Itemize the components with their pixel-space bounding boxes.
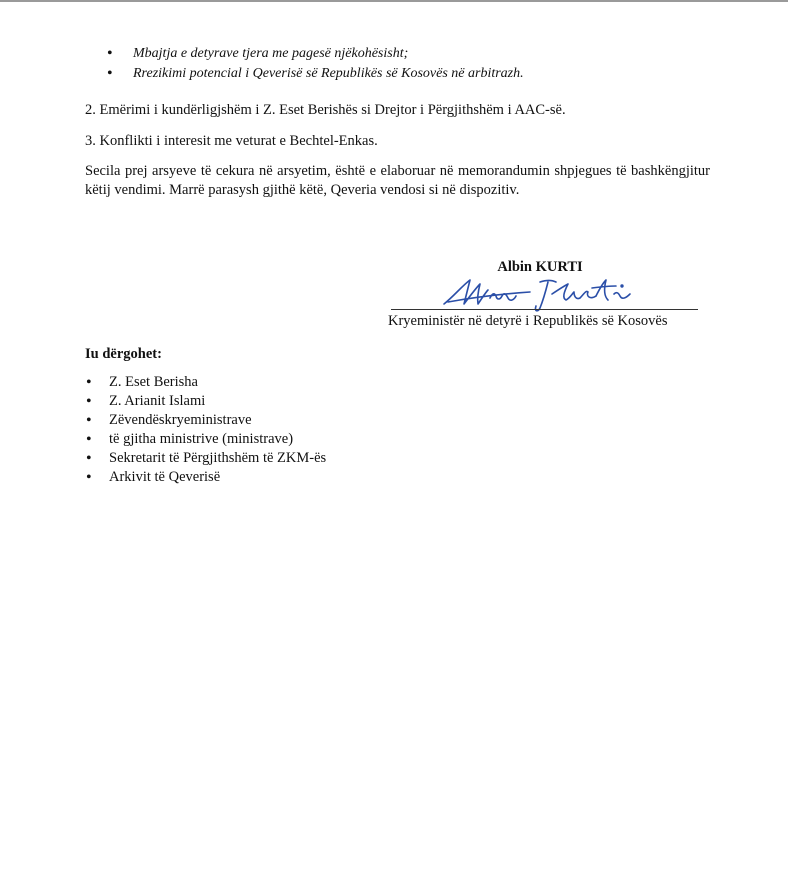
list-item: • Z. Arianit Islami <box>85 392 326 411</box>
list-item: • Arkivit të Qeverisë <box>85 468 326 487</box>
signatory-name: Albin KURTI <box>497 259 583 275</box>
signature-line <box>391 309 698 310</box>
signatory-title: Kryeministër në detyrë i Republikës së Kosovës <box>388 313 668 329</box>
paragraph-appointment: 2. Emërimi i kundërligjshëm i Z. Eset Berishës si Drejtor i Përgjithshëm i AAC-së. <box>85 102 566 118</box>
list-item: • Rrezikimi potencial i Qeverisë së Republikës së Kosovës në arbitrazh. <box>107 64 747 84</box>
list-item: • Zëvendëskryeministrave <box>85 411 326 430</box>
list-item: • Z. Eset Berisha <box>85 373 326 392</box>
reasons-sublist <box>107 44 747 84</box>
list-item: • Mbajtja e detyrave tjera me pagesë njëkohësisht; <box>107 44 747 64</box>
paragraph-summary: Secila prej arsyeve të cekura në arsyetim, është e elaboruar në memorandumin shpjegues të bashkëngjitur këtij vendimi. Marrë parasysh gjithë këtë, Qeveria vendosi si në dispozitiv. <box>85 163 710 198</box>
list-item: • Sekretarit të Përgjithshëm të ZKM-ës <box>85 449 326 468</box>
paragraph-conflict: 3. Konflikti i interesit me veturat e Bechtel-Enkas. <box>85 133 378 149</box>
recipients-heading: Iu dërgohet: <box>85 346 162 362</box>
list-item: • të gjitha ministrive (ministrave) <box>85 430 326 449</box>
handwritten-signature <box>440 274 640 314</box>
recipients-list <box>85 373 326 487</box>
